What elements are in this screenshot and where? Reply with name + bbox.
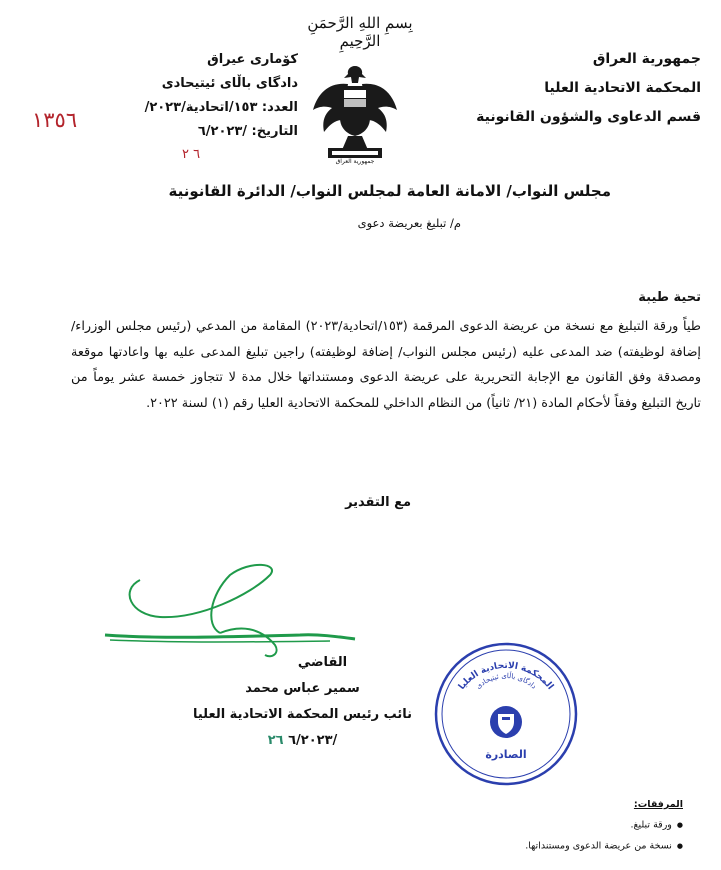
court-stamp <box>432 640 580 788</box>
department-name: قسم الدعاوى والشؤون القانونية <box>476 109 701 125</box>
document-number: العدد: ١٥٣/اتحادية/٢٠٢٣/ <box>144 100 298 115</box>
closing: مع التقدير <box>345 495 411 510</box>
signature-date-handwritten: ٢٦ <box>267 733 284 748</box>
addressee: مجلس النواب/ الامانة العامة لمجلس النواب/ الدائرة القانونية <box>168 182 611 200</box>
stamp-top-text: المحكمة الاتحادية العليا <box>456 660 556 692</box>
signatory-position: نائب رئيس المحكمة الاتحادية العليا <box>192 707 412 722</box>
stamp-kurdish-text: دادگای باڵای ئیتیحادی <box>474 671 538 691</box>
document-date: التاريخ: /٦/٢٠٢٣ <box>197 124 298 139</box>
signature-date-printed: /٦/٢٠٢٣ <box>288 733 338 748</box>
subject: م/ تبليغ بعريضة دعوى <box>357 216 461 230</box>
country-name-kurdish: كۆماری عیراق <box>207 52 298 67</box>
signature-date <box>170 728 435 754</box>
stamp-bottom-text: الصادرة <box>485 748 527 761</box>
attachments-title: المرفقات: <box>633 799 683 810</box>
signature-block <box>170 650 435 754</box>
stamp-emblem-icon <box>490 706 522 738</box>
handwritten-number: ١٣٥٦ <box>32 108 78 132</box>
attachment-item: ● نسخة من عريضة الدعوى ومستنداتها. <box>443 836 683 857</box>
handwritten-date: ٦ ٢ <box>182 147 201 162</box>
emblem-caption: جمهورية العراق <box>335 158 375 165</box>
greeting: تحية طيبة <box>638 290 701 305</box>
basmala: بِسمِ اللهِ الرَّحمَنِ الرَّحِيمِ <box>307 14 413 50</box>
attachments <box>443 795 683 856</box>
letter-body: طياً ورقة التبليغ مع نسخة من عريضة الدعوى المرقمة (١٥٣/اتحادية/٢٠٢٣) المقامة من المدعي (رئيس مجلس الوزراء/ إضافة لوظيفته) ضد المدعى عليه (رئيس مجلس النواب/ إضافة لوظيفته) راجين تبليغ المدعى عليه بها واعادتها موقعة ومصدقة وفق القانون مع الإجابة التحريرية على عريضة الدعوى ومستنداتها خلال مدة لا تتجاوز خمسة عشر يوماً من تاريخ التبليغ وفقاً لأحكام المادة (٢١/ ثانياً) من النظام الداخلي للمحكمة الاتحادية العليا رقم (١) لسنة ٢٠٢٢. <box>71 319 701 411</box>
court-name-kurdish: دادگای باڵای ئیتیحادی <box>161 76 298 91</box>
court-name: المحكمة الاتحادية العليا <box>544 80 701 96</box>
header-right <box>471 45 701 132</box>
signatory-title: القاضي <box>297 655 348 670</box>
header-left <box>88 48 298 144</box>
signatory-name: سمير عباس محمد <box>245 681 360 696</box>
attachment-item: ● ورقة تبليغ. <box>443 815 683 836</box>
country-name: جمهورية العراق <box>592 51 701 67</box>
iraq-eagle-emblem-icon <box>310 62 400 170</box>
